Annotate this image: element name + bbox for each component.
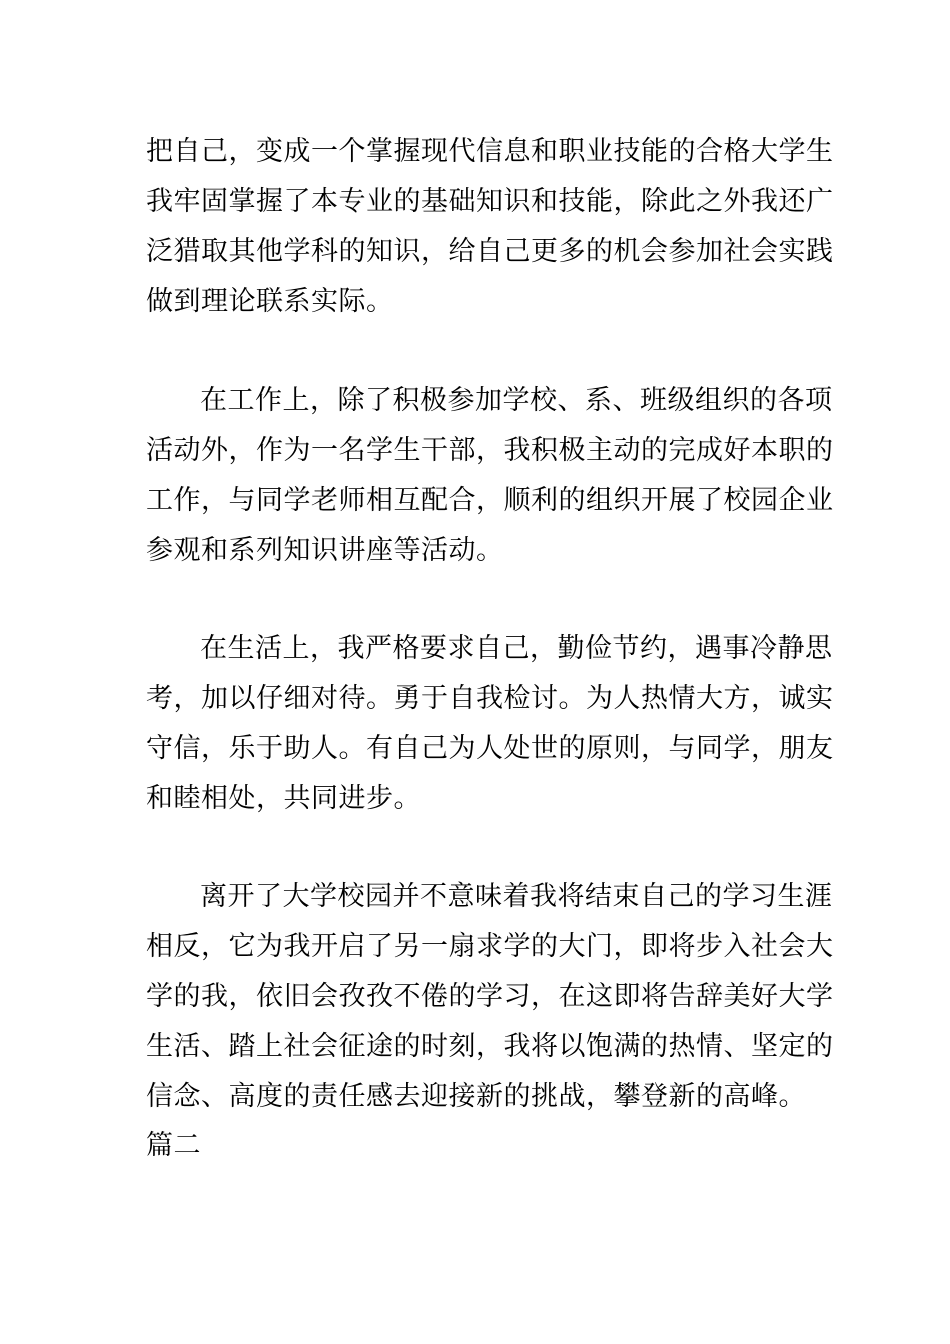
paragraph-3: [146, 624, 834, 824]
section-label: 篇二: [146, 1130, 201, 1161]
paragraph-line: 和睦相处，共同进步。: [146, 783, 421, 814]
paragraph-line: 我牢固掌握了本专业的基础知识和技能，除此之外我还广: [146, 186, 834, 217]
paragraph-line: 考，加以仔细对待。勇于自我检讨。为人热情大方，诚实: [146, 683, 834, 714]
paragraph-line: 信念、高度的责任感去迎接新的挑战，攀登新的高峰。: [146, 1081, 806, 1112]
section-heading: [146, 1121, 816, 1171]
paragraph-line: 工作，与同学老师相互配合，顺利的组织开展了校园企业: [146, 485, 834, 516]
paragraph-line: 泛猎取其他学科的知识，给自己更多的机会参加社会实践: [146, 236, 834, 267]
paragraph-line: 学的我，依旧会孜孜不倦的学习，在这即将告辞美好大学: [146, 981, 834, 1012]
paragraph-4: [146, 872, 834, 1122]
paragraph-line: 参观和系列知识讲座等活动。: [146, 535, 504, 566]
paragraph-line: 把自己，变成一个掌握现代信息和职业技能的合格大学生: [146, 136, 834, 167]
paragraph-line: 生活、踏上社会征途的时刻，我将以饱满的热情、坚定的: [146, 1031, 834, 1062]
paragraph-line: 相反，它为我开启了另一扇求学的大门，即将步入社会大: [146, 931, 834, 962]
paragraph-1: [146, 127, 834, 327]
paragraph-line: 在工作上，除了积极参加学校、系、班级组织的各项: [200, 385, 833, 416]
paragraph-line: 守信，乐于助人。有自己为人处世的原则，与同学，朋友: [146, 733, 834, 764]
paragraph-2: [146, 376, 834, 576]
paragraph-line: 活动外，作为一名学生干部，我积极主动的完成好本职的: [146, 435, 834, 466]
paragraph-line: 在生活上，我严格要求自己，勤俭节约，遇事冷静思: [200, 633, 833, 664]
paragraph-line: 离开了大学校园并不意味着我将结束自己的学习生涯: [200, 881, 833, 912]
paragraph-line: 做到理论联系实际。: [146, 286, 394, 317]
